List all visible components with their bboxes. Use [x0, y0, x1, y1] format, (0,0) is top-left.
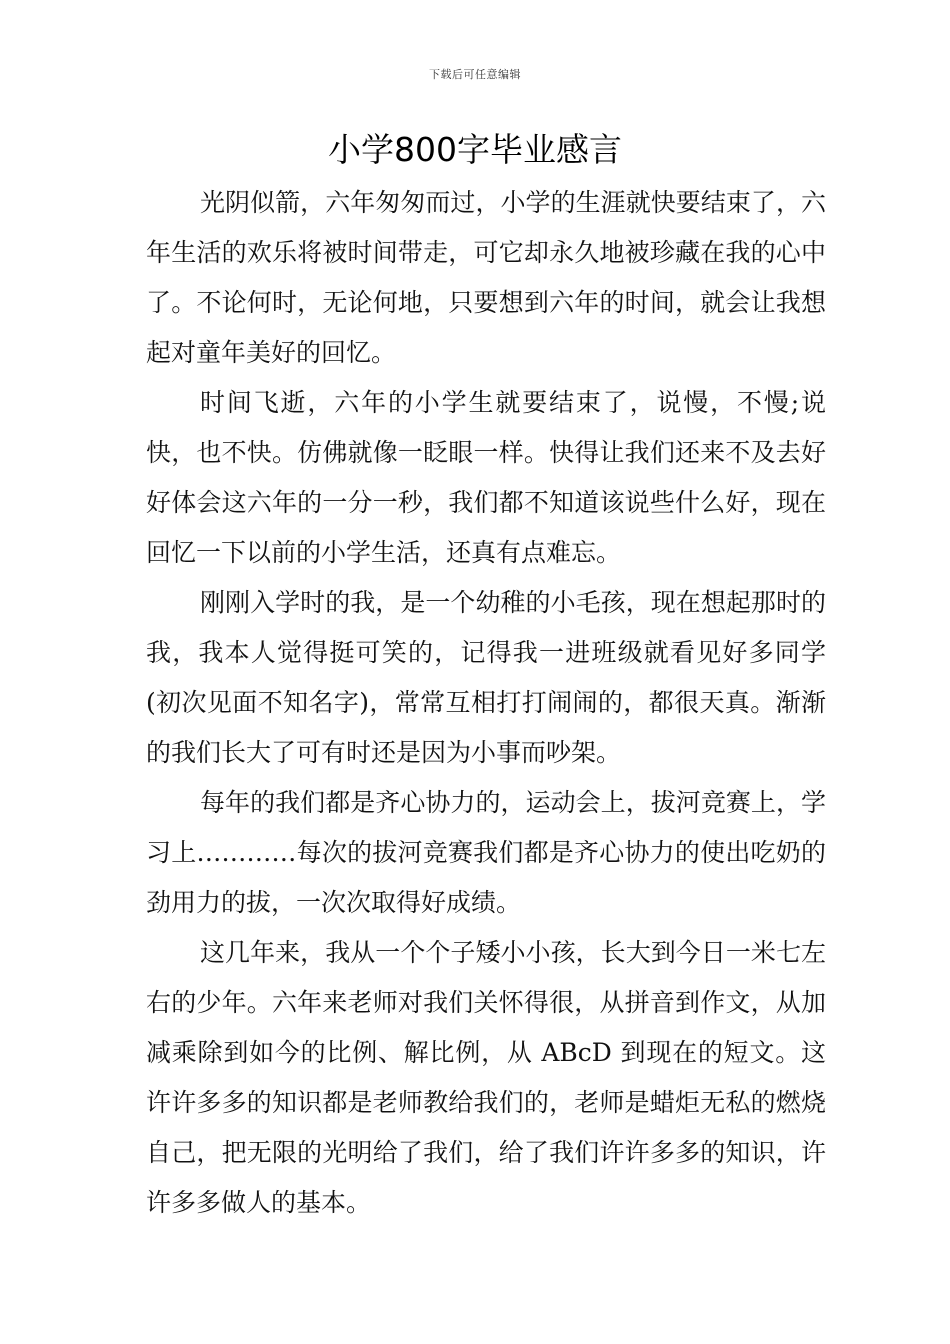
download-note: 下载后可任意编辑: [429, 68, 521, 81]
paragraph: 光阴似箭，六年匆匆而过，小学的生涯就快要结束了，六年生活的欢乐将被时间带走，可它却永久地被珍藏在我的心中了。不论何时，无论何地，只要想到六年的时间，就会让我想起对童年美好的回忆。: [146, 188, 826, 367]
essay-body: [146, 178, 826, 1228]
paragraph: 时间飞逝，六年的小学生就要结束了，说慢，不慢;说快，也不快。仿佛就像一眨眼一样。快得让我们还来不及去好好体会这六年的一分一秒，我们都不知道该说些什么好，现在回忆一下以前的小学生活，还真有点难忘。: [146, 388, 826, 567]
page-title: 小学800字毕业感言: [328, 130, 622, 169]
paragraph: 这几年来，我从一个个子矮小小孩，长大到今日一米七左右的少年。六年来老师对我们关怀得很，从拼音到作文，从加减乘除到如今的比例、解比例，从 ABcD 到现在的短文。这许许多多的知识都是老师教给我们的，老师是蜡炬无私的燃烧自己，把无限的光明给了我们，给了我们许许多多的知识，许许多多做人的基本。: [146, 938, 826, 1217]
paragraph: 每年的我们都是齐心协力的，运动会上，拔河竞赛上，学习上…………每次的拔河竞赛我们都是齐心协力的使出吃奶的劲用力的拔，一次次取得好成绩。: [146, 788, 826, 917]
paragraph: 刚刚入学时的我，是一个幼稚的小毛孩，现在想起那时的我，我本人觉得挺可笑的，记得我一进班级就看见好多同学(初次见面不知名字)，常常互相打打闹闹的，都很天真。渐渐的我们长大了可有时还是因为小事而吵架。: [146, 588, 826, 767]
